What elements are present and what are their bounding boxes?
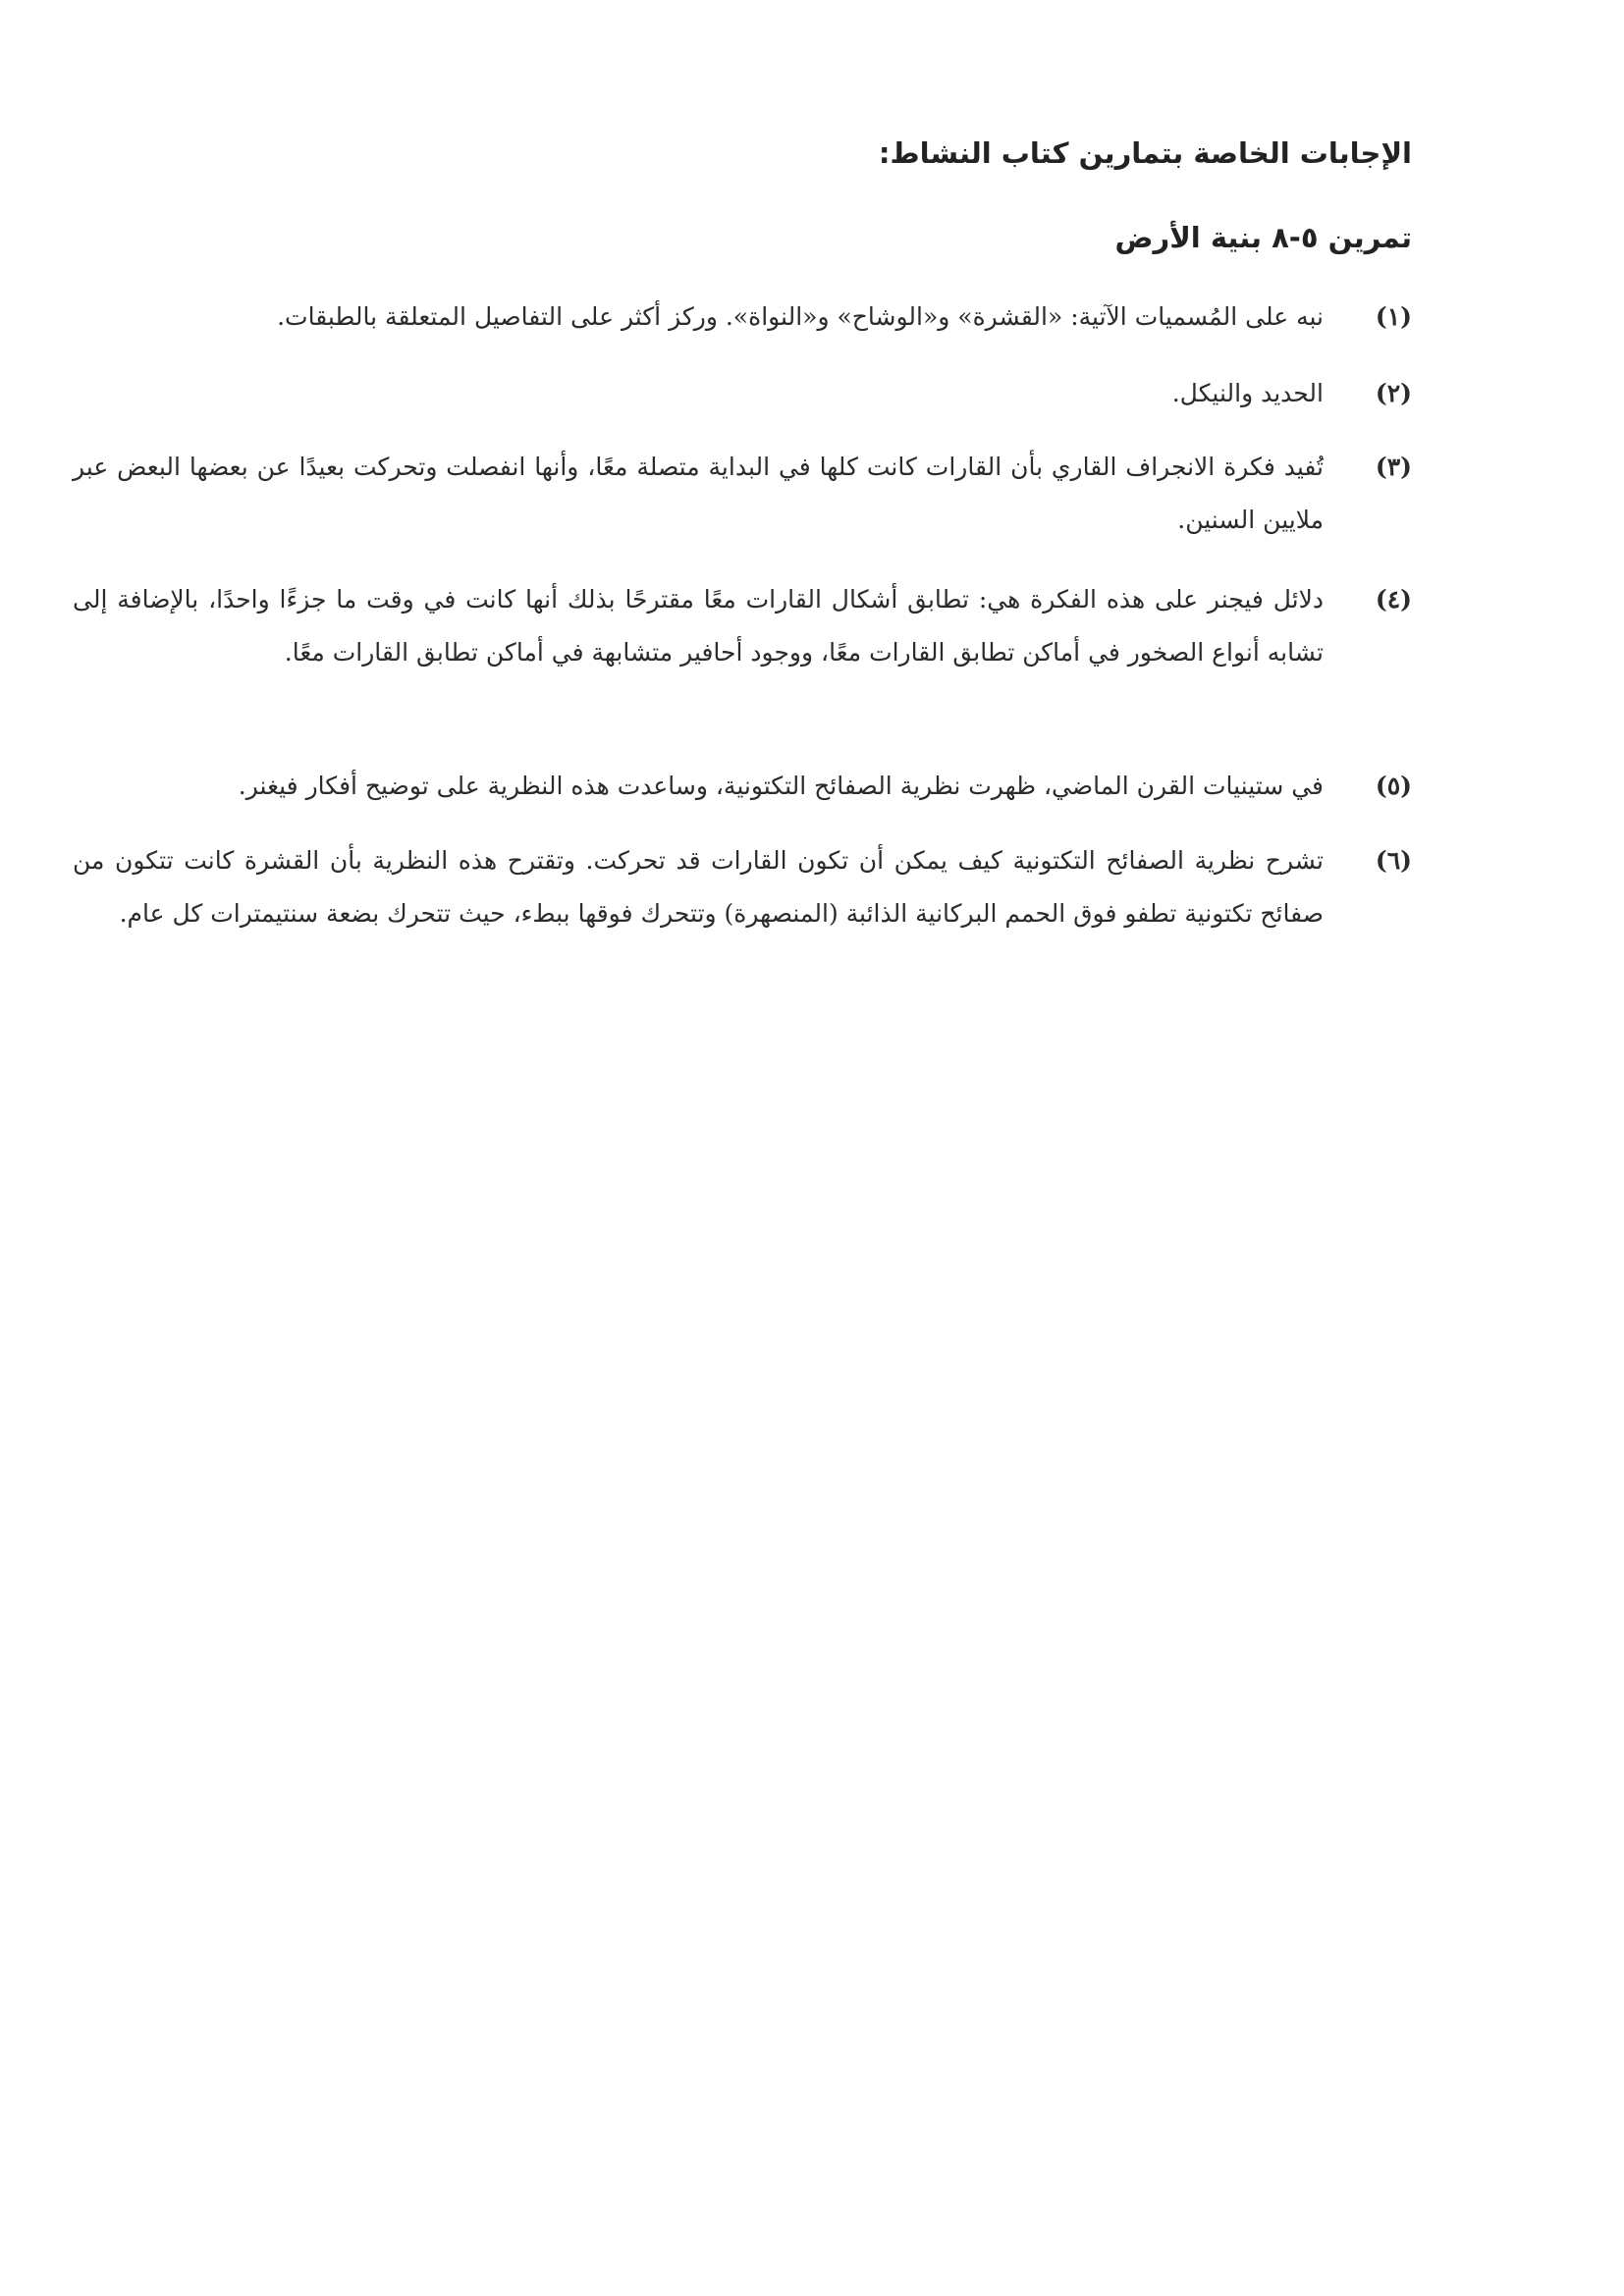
answer-text: تُفيد فكرة الانجراف القاري بأن القارات كانت كلها في البداية متصلة معًا، وأنها انفصلت وتحركت بعيدًا عن بعضها البعض عبر ملايين السنين. — [73, 453, 1324, 534]
answer-text: الحديد والنيكل. — [1171, 379, 1324, 407]
answer-item — [73, 291, 1412, 367]
answers-list — [73, 291, 1412, 940]
answer-text: تشرح نظرية الصفائح التكتونية كيف يمكن أن تكون القارات قد تحركت. وتقترح هذه النظرية بأن القشرة كانت تتكون من صفائح تكتونية تطفو فوق الحمم البركانية الذائبة (المنصهرة) وتتحرك فوقها ببطء، حيث تتحرك بضعة سنتيمترات كل عام. — [73, 846, 1324, 928]
exercise-title: تمرين ٥-٨ بنية الأرض — [1114, 221, 1412, 254]
answer-item — [73, 441, 1412, 573]
answer-number: (٣) — [1375, 453, 1412, 481]
answer-text: دلائل فيجنر على هذه الفكرة هي: تطابق أشكال القارات معًا مقترحًا بذلك أنها كانت في وقت ما جزءًا واحدًا، بالإضافة إلى تشابه أنواع الصخور في أماكن تطابق القارات معًا، ووجود أحافير متشابهة في أماكن تطابق القارات معًا. — [73, 585, 1324, 667]
section-title: الإجابات الخاصة بتمارين كتاب النشاط: — [878, 136, 1412, 170]
answer-item — [73, 760, 1412, 834]
answer-item — [73, 367, 1412, 441]
answer-number: (٢) — [1375, 379, 1412, 407]
answer-number: (٦) — [1375, 846, 1412, 875]
answer-text: في ستينيات القرن الماضي، ظهرت نظرية الصفائح التكتونية، وساعدت هذه النظرية على توضيح أفكار فيغنر. — [238, 772, 1324, 800]
answer-number: (٤) — [1375, 585, 1412, 614]
answer-number: (١) — [1375, 302, 1412, 331]
answer-item — [73, 834, 1412, 940]
answer-text: نبه على المُسميات الآتية: «القشرة» و«الوشاح» و«النواة». وركز أكثر على التفاصيل المتعلقة بالطبقات. — [277, 302, 1324, 331]
answer-item — [73, 573, 1412, 760]
answer-number: (٥) — [1375, 772, 1412, 800]
